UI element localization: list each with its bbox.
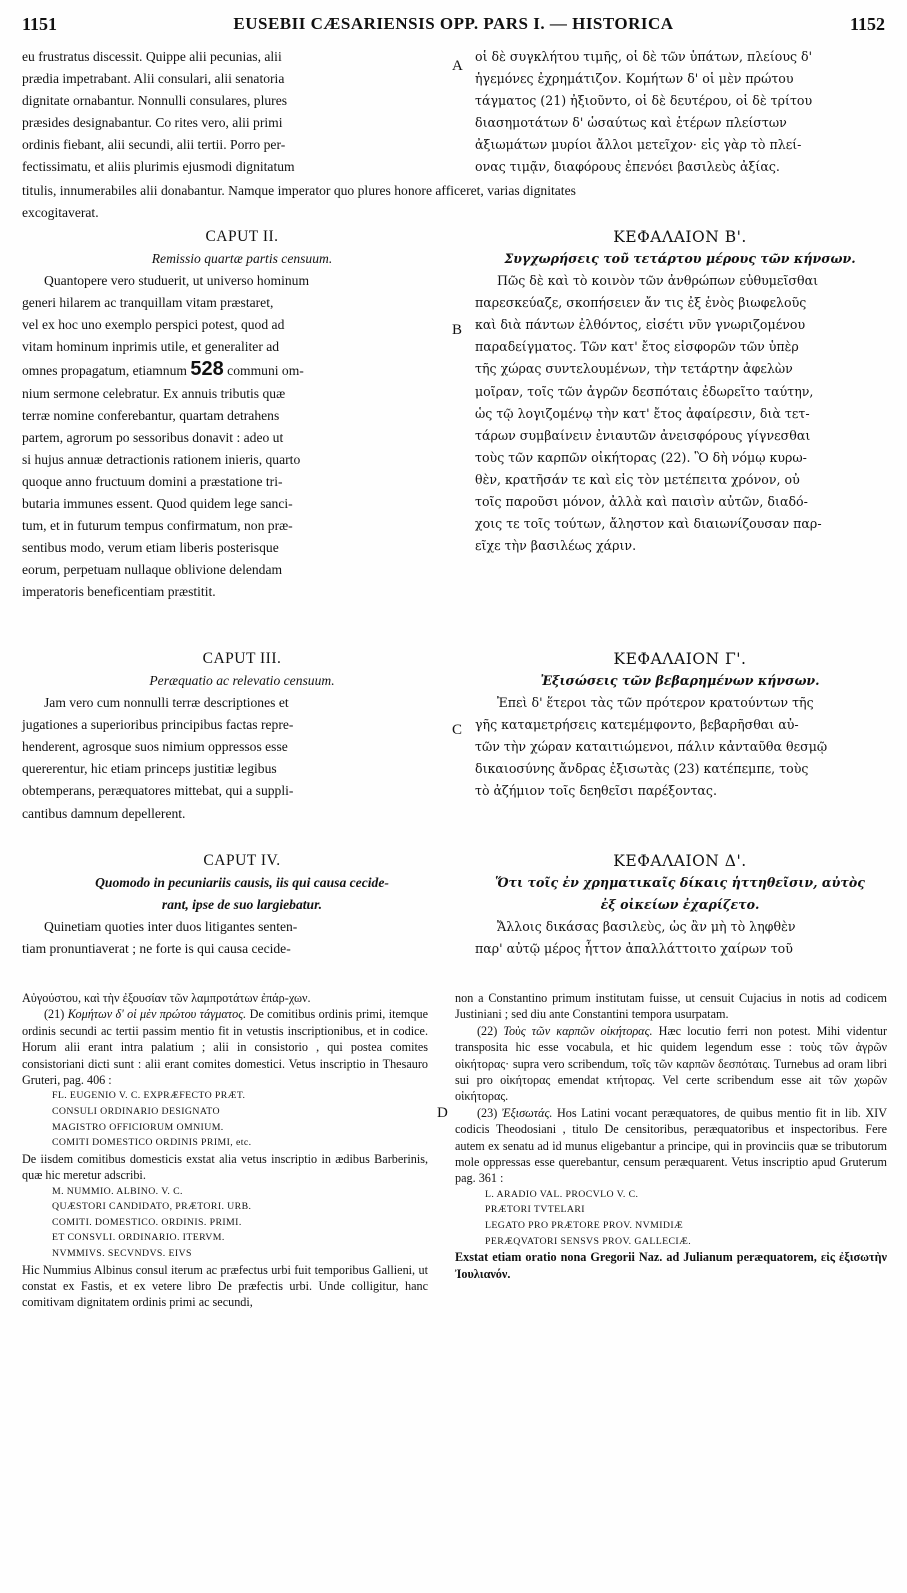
text-line: τοὺς τῶν καρπῶν οἰκήτορας (22). Ὃ δὴ νόμῳ κυρω- bbox=[475, 449, 807, 465]
text-line: τοῖς παροῦσι μόνον, ἀλλὰ καὶ παισὶν αὐτῶν, διαδό- bbox=[475, 494, 808, 510]
inscription-line: PRÆTORI TVTELARI bbox=[485, 1204, 585, 1216]
chapter-title: Ὅτι τοῖς ἐν χρηματικαῖς δίκαις ἡττηθεῖσιν, αὐτὸς bbox=[495, 875, 865, 890]
text-line: eorum, perpetuam nullaque oblivione delendam bbox=[22, 562, 283, 578]
page-number-right: 1152 bbox=[849, 14, 885, 34]
note-text: Hic Nummius Albinus consul iterum ac præfectus urbi fuit temporibus Gallieni, ut constat ex Fastis, et ex vetere libro De præfectis urbi. Unde colligitur, hanc comitivam dignitatem ordinis primi ac secundi, bbox=[22, 1262, 428, 1310]
footnotes-left bbox=[22, 990, 428, 1311]
margin-letter-b: B bbox=[452, 322, 463, 338]
text-line: ὡς τῷ λογιζομένῳ τὴν κατ' ἔτος ἀφαίρεσιν, διὰ τετ- bbox=[475, 405, 810, 421]
chapter-heading: ΚΕΦΑΛΑΙΟΝ Β'. bbox=[613, 228, 747, 246]
text-line: vel ex hoc uno exemplo perspici potest, quod ad bbox=[22, 317, 285, 333]
text-line: τῆς χώρας συντελουμένων, τὴν τετάρτην ἀφελὼν bbox=[475, 361, 793, 377]
chapter-title: Peræquatio ac relevatio censuum. bbox=[149, 673, 335, 688]
footnote-text: De comitibus ordinis primi, itemque ordinis secundi ac tertii passim mentio fit in vetustis inscriptionibus, et in codice. Horum alii erant intra palatium ; alii in consistorio , qui postea comites consistoriani dicti sunt : alii erant comites domestici. Vetus inscriptio in Thesauro Gruteri, pag. 406 : bbox=[22, 1007, 428, 1088]
text-line: præsides designabantur. Co rites vero, alii primi bbox=[22, 115, 283, 131]
latin-chapter-3 bbox=[22, 648, 462, 825]
text-line: si hujus annuæ detractionis rationem inieris, quarto bbox=[22, 451, 301, 467]
text-line: τῶν τὴν χώραν καταιτιώμενοι, πάλιν κἀνταῦθα θεσμῷ bbox=[475, 739, 828, 755]
greek-chapter-3 bbox=[475, 648, 885, 803]
text-line: tiam pronuntiaverat ; ne forte is qui causa cecide- bbox=[22, 941, 291, 957]
text-line: εῖχε τὴν βασιλέως χάριν. bbox=[475, 538, 637, 554]
text-line: Ἐπεὶ δ' ἕτεροι τὰς τῶν πρότερον κρατούντων τῆς bbox=[497, 695, 814, 711]
text-line: imperatoris beneficentiam præstitit. bbox=[22, 584, 216, 600]
text-line: Ἄλλοις δικάσας βασιλεὺς, ὡς ἂν μὴ τὸ ληφθὲν bbox=[497, 919, 796, 935]
inscription-line: FL. EUGENIO V. C. EXPRÆFECTO PRÆT. bbox=[52, 1090, 246, 1102]
text-line: generi hilarem ac tranquillam vitam præstaret, bbox=[22, 295, 274, 311]
chapter-heading: CAPUT IV. bbox=[203, 852, 281, 869]
footnote-lemma: Κομήτων δ' οἱ μὲν πρώτου τάγματος. bbox=[67, 1007, 247, 1022]
text-line: butaria immunes essent. Quod quidem lege sanci- bbox=[22, 496, 293, 512]
text-line: οἱ δὲ συγκλήτου τιμῆς, οἱ δὲ τῶν ὑπάτων, πλείους δ' bbox=[475, 49, 813, 64]
chapter-heading: ΚΕΦΑΛΑΙΟΝ Γ'. bbox=[613, 650, 747, 668]
footnote-label: (23) bbox=[477, 1105, 498, 1120]
text-line: ordinis fiebant, alii secundi, alii tertii. Porro per- bbox=[22, 137, 286, 153]
inscription-line: COMITI. DOMESTICO. ORDINIS. PRIMI. bbox=[52, 1216, 242, 1228]
footnotes-right bbox=[455, 990, 887, 1282]
footnote-lemma: Τοὺς τῶν καρπῶν οἰκήτορας. bbox=[503, 1023, 653, 1038]
text-line: χοις τε τοῖς τούτων, ἄληστον καὶ διαιωνίζουσαν παρ- bbox=[475, 516, 822, 532]
latin-column-top bbox=[22, 46, 462, 179]
footnote-23 bbox=[455, 1105, 887, 1187]
text-line: τάρων συμβαίνειν ἐνιαυτῶν ἀνεισφόρους γίγνεσθαι bbox=[475, 427, 811, 443]
text-line: Πῶς δὲ καὶ τὸ κοινὸν τῶν ἀνθρώπων εὐθυμεῖσθαι bbox=[497, 273, 819, 289]
text-line: τάγματος (21) ἠξιοῦντο, οἱ δὲ δευτέρου, οἱ δὲ τρίτου bbox=[475, 93, 813, 109]
text-line: Quinetiam quoties inter duos litigantes senten- bbox=[44, 919, 298, 935]
text-segment: communi om- bbox=[227, 363, 304, 379]
footnote-text: Hæc locutio ferri non potest. Mihi videntur transposita hic esse vocabula, et hic quidem legendum esse : τοὺς τῶν ἀγρῶν οἰκήτορας· supra vero scribendum, τοῖς τῶν καρπῶν δεσπόταις. Turnebus ad oram libri sui pro οἰκήτορας emendat κτήτορας. Vel certe scribendum esse ait τῶν χωρῶν οἰκήτορας. bbox=[455, 1023, 888, 1104]
note-text: Αὐγούστου, καὶ τὴν ἐξουσίαν τῶν λαμπροτάτων ἐπάρ-χων. bbox=[22, 991, 311, 1005]
text-line: παραδείγματος. Τῶν κατ' ἔτος εἰσφορῶν τῶν ὑπὲρ bbox=[475, 339, 799, 355]
text-line: μοῖραν, τοῖς τῶν ἀγρῶν δεσπόταις ἐδωρεῖτο ταύτην, bbox=[475, 383, 814, 399]
text-line: quererentur, hic etiam princeps justitiæ legibus bbox=[22, 761, 277, 777]
chapter-title: Remissio quartæ partis censuum. bbox=[151, 251, 333, 266]
inscription-line: PERÆQVATORI SENSVS PROV. GALLECIÆ. bbox=[485, 1235, 692, 1247]
footnote-label: (21) bbox=[44, 1007, 65, 1022]
inscription-line: ET CONSVLI. ORDINARIO. ITERVM. bbox=[52, 1232, 225, 1244]
footnote-label: (22) bbox=[477, 1023, 498, 1038]
text-line: δικαιοσύνης ἄνδρας ἐξισωτὰς (23) κατέπεμπε, τοὺς bbox=[475, 761, 809, 777]
text-line: fectissimatu, et aliis plurimis ejusmodi dignitatum bbox=[22, 159, 295, 175]
text-line: διασημοτάτων δ' ὡσαύτως καὶ ἑτέρων πλείστων bbox=[475, 115, 787, 131]
text-line: partem, agrorum po sessoribus donavit : adeo ut bbox=[22, 429, 284, 445]
text-line: sentibus modo, verum etiam liberis posterisque bbox=[22, 540, 279, 556]
text-line: titulis, innumerabiles alii donabantur. Namque imperator quo plures honore afficeret, varias dignitates bbox=[22, 183, 576, 198]
full-width-text bbox=[22, 180, 887, 224]
chapter-title: Quomodo in pecuniariis causis, iis qui causa cecide- bbox=[95, 875, 389, 890]
text-line: excogitaverat. bbox=[22, 205, 99, 220]
text-line: obtemperans, peræquatores mittebat, qui a suppli- bbox=[22, 783, 294, 799]
margin-letter-a: A bbox=[452, 58, 463, 74]
inscription-line: L. ARADIO VAL. PROCVLO V. C. bbox=[485, 1188, 639, 1200]
chapter-title: Συγχωρήσεις τοῦ τετάρτου μέρους τῶν κήνσων. bbox=[504, 251, 856, 266]
text-line: prædia impetrabant. Alii consulari, alii senatoria bbox=[22, 71, 285, 87]
footnote-22 bbox=[455, 1023, 887, 1105]
inscription-line: COMITI DOMESTICO ORDINIS PRIMI, etc. bbox=[52, 1137, 252, 1149]
chapter-title: rant, ipse de suo largiebatur. bbox=[161, 897, 323, 913]
page-number-left: 1151 bbox=[22, 14, 58, 34]
note-text: non a Constantino primum institutam fuisse, ut censuit Cujacius in notis ad codicem Justiniani ; sed diu ante Constantini tempora usurpatam. bbox=[455, 991, 887, 1022]
note-text: De iisdem comitibus domesticis exstat alia vetus inscriptio in ædibus Barberinis, quæ hic meretur adscribi. bbox=[22, 1151, 428, 1183]
text-segment: omnes propagatum, etiamnum bbox=[22, 363, 187, 379]
text-line: jugationes a superioribus principibus factas repre- bbox=[22, 717, 294, 733]
inscription-line: QUÆSTORI CANDIDATO, PRÆTORI. URB. bbox=[52, 1201, 252, 1213]
text-line: ἡγεμόνες ἐχρημάτιζον. Κομήτων δ' οἱ μὲν πρώτου bbox=[475, 71, 794, 87]
chapter-title: Ἐξισώσεις τῶν βεβαρημένων κήνσων. bbox=[540, 673, 820, 688]
text-line: καὶ διὰ πάντων ἐλθόντος, εἰσέτι νῦν γνωριζομένου bbox=[475, 317, 806, 333]
inscription-line: M. NUMMIO. ALBINO. V. C. bbox=[52, 1185, 183, 1197]
text-line: ἀξιωμάτων μυρίοι ἄλλοι μετεῖχον· εἰς γὰρ τὸ πλεί- bbox=[475, 137, 802, 153]
chapter-title: ἐξ οἰκείων ἐχαρίζετο. bbox=[600, 897, 760, 913]
text-line bbox=[22, 358, 462, 382]
inscription-line: CONSULI ORDINARIO DESIGNATO bbox=[52, 1106, 220, 1118]
latin-chapter-2 bbox=[22, 226, 462, 604]
footnote-lemma: Ἐξισωτάς. bbox=[501, 1105, 553, 1120]
chapter-heading: CAPUT III. bbox=[202, 650, 282, 667]
text-line: dignitate ornabantur. Nonnulli consulares, plures bbox=[22, 93, 288, 109]
text-line: θὲν, κρατῆσάν τε καὶ εἰς τὸν μετέπειτα χρόνον, οὐ bbox=[475, 471, 800, 487]
chapter-heading: ΚΕΦΑΛΑΙΟΝ Δ'. bbox=[613, 852, 747, 870]
latin-chapter-4 bbox=[22, 850, 462, 960]
text-line: quoque anno fructuum domini a præstatione tri- bbox=[22, 473, 283, 489]
text-line: cantibus damnum depellerent. bbox=[22, 805, 186, 821]
inscription-line: MAGISTRO OFFICIORUM OMNIUM. bbox=[52, 1121, 224, 1133]
text-line: γῆς καταμετρήσεις κατεμέμφοντο, βεβαρῆσθαι αὐ- bbox=[475, 717, 799, 733]
note-text: Exstat etiam oratio nona Gregorii Naz. ad Julianum peræquatorem, εἰς ἐξισωτὴν Ἰουλιανόν. bbox=[455, 1250, 887, 1281]
text-line: eu frustratus discessit. Quippe alii pecunias, alii bbox=[22, 49, 282, 64]
margin-letter-c: C bbox=[452, 722, 463, 738]
greek-column-top bbox=[475, 46, 885, 179]
inscription-line: LEGATO PRO PRÆTORE PROV. NVMIDIÆ bbox=[485, 1220, 684, 1232]
column-number: 528 bbox=[190, 358, 224, 381]
running-title: EUSEBII CÆSARIENSIS OPP. PARS I. — HISTORICA bbox=[233, 14, 674, 33]
text-line: terræ nomine conferebantur, quartam detrahens bbox=[22, 407, 280, 423]
margin-letter-d: D bbox=[437, 1105, 448, 1121]
footnote-text: Hos Latini vocant peræquatores, de quibus mentio fit in lib. XIV codicis Theodosiani , titulo De censitoribus, peræquatoribus et inspectoribus. Fere autem ex senatu ad id munus eligebantur a principe, qui in provinciis quæ se tributorum mole oppressas esse querebantur, censum peræquarent. Vetus inscriptio apud Gruterum pag. 361 : bbox=[455, 1105, 888, 1186]
greek-chapter-4 bbox=[475, 850, 885, 960]
text-line: παρεσκεύαζε, σκοπήσειεν ἄν τις ἐξ ἑνὸς βιωφελοῦς bbox=[475, 295, 807, 311]
footnote-21 bbox=[22, 1006, 428, 1088]
page-header bbox=[22, 14, 885, 38]
text-line: παρ' αὐτῷ μέρος ἧττον ἀπαλλάττοιτο χαίρων τοῦ bbox=[475, 941, 793, 957]
text-line: vitam hominum inprimis utile, et generaliter ad bbox=[22, 339, 280, 355]
greek-chapter-2 bbox=[475, 226, 885, 557]
text-line: Jam vero cum nonnulli terræ descriptiones et bbox=[44, 695, 289, 711]
chapter-heading: CAPUT II. bbox=[205, 228, 279, 245]
text-line: Quantopere vero studuerit, ut universo hominum bbox=[44, 273, 310, 289]
text-line: ονας τιμᾷν, διαφόρους ἐπενόει βασιλεὺς ἀξίας. bbox=[475, 159, 780, 175]
text-line: tum, et in futurum tempus confirmatum, non præ- bbox=[22, 518, 293, 534]
text-line: henderent, agrosque suos nimium oppressos esse bbox=[22, 739, 288, 755]
text-line: nium sermone celebratur. Ex annuis tributis quæ bbox=[22, 385, 286, 401]
inscription-line: NVMMIVS. SECVNDVS. EIVS bbox=[52, 1248, 192, 1259]
text-line: τὸ ἀζήμιον τοῖς δεηθεῖσι παρέξοντας. bbox=[475, 783, 717, 799]
